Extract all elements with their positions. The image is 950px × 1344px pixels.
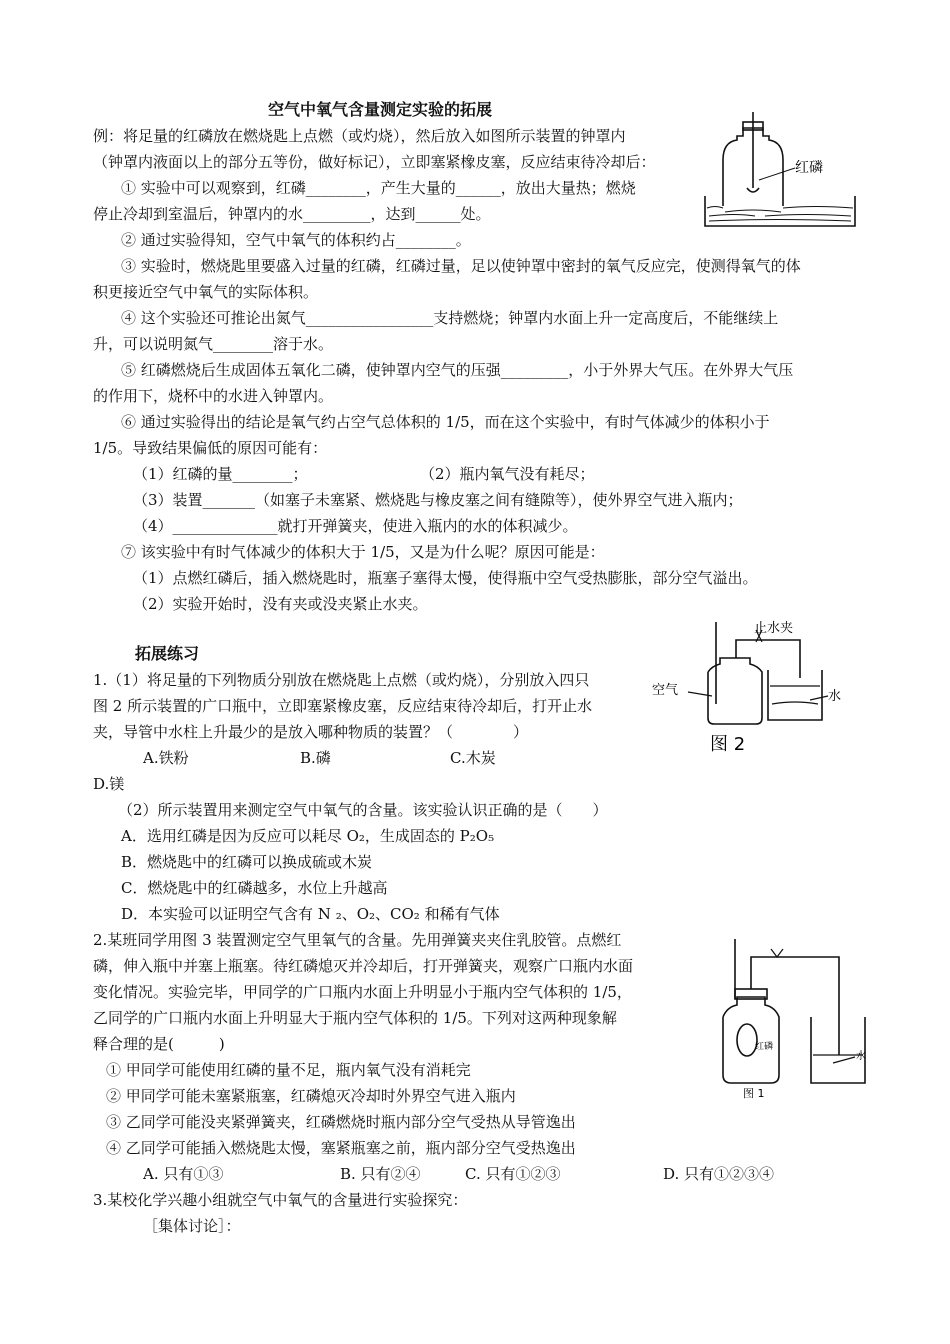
text-line: （2）瓶内氧气没有耗尽； [420, 465, 595, 483]
text-line: 的作用下，烧杯中的水进入钟罩内。 [93, 387, 334, 405]
option-line: D．本实验可以证明空气含有 N ₂、O₂、CO₂ 和稀有气体 [121, 905, 500, 923]
text-line: （4）______________就打开弹簧夹，使进入瓶内的水的体积减少。 [133, 517, 578, 535]
statement-line: ④ 乙同学可能插入燃烧匙太慢，塞紧瓶塞之前，瓶内部分空气受热逸出 [106, 1139, 576, 1157]
figure-caption: 图 1 [743, 1087, 765, 1100]
text-line: ③ 实验时，燃烧匙里要盛入过量的红磷，红磷过量，足以使钟罩中密封的氧气反应完，使测得氧气的体 [121, 257, 801, 275]
text-line: 停止冷却到室温后，钟罩内的水_________，达到______处。 [93, 205, 491, 223]
statement-line: ② 甲同学可能未塞紧瓶塞，红磷熄灭冷却时外界空气进入瓶内 [106, 1087, 516, 1105]
text-line: ④ 这个实验还可推论出氮气_________________支持燃烧；钟罩内水面上升一定高度后，不能继续上 [121, 309, 779, 327]
figure-2 [650, 620, 865, 755]
option-d: D.镁 [93, 775, 125, 793]
option-a: A. 只有①③ [143, 1165, 224, 1183]
option-line: C．燃烧匙中的红磷越多，水位上升越高 [121, 879, 388, 897]
option-c: C.木炭 [450, 749, 496, 767]
figure-caption: 图 2 [710, 734, 746, 755]
statement-line: ③ 乙同学可能没夹紧弹簧夹，红磷燃烧时瓶内部分空气受热从导管逸出 [106, 1113, 576, 1131]
red-phosphorus-label: 红磷 [755, 1042, 774, 1052]
option-line: A．选用红磷是因为反应可以耗尽 O₂，生成固态的 P₂O₅ [121, 827, 495, 845]
text-line: 1/5。导致结果偏低的原因可能有： [93, 439, 328, 457]
text-line: （1）点燃红磷后，插入燃烧匙时，瓶塞子塞得太慢，使得瓶中空气受热膨胀，部分空气溢出。 [133, 569, 758, 587]
section-heading: 拓展练习 [135, 644, 200, 663]
question-line: 变化情况。实验完毕，甲同学的广口瓶内水面上升明显小于瓶内空气体积的 1/5， [93, 983, 632, 1001]
question-line: 3.某校化学兴趣小组就空气中氧气的含量进行实验探究： [93, 1191, 468, 1209]
text-line: ⑤ 红磷燃烧后生成固体五氧化二磷，使钟罩内空气的压强_________，小于外界大气压。在外界大气压 [121, 361, 794, 379]
text-line: 积更接近空气中氧气的实际体积。 [93, 283, 319, 301]
option-b: B. 只有②④ [340, 1165, 421, 1183]
text-line: （3）装置_______（如塞子未塞紧、燃烧匙与橡皮塞之间有缝隙等），使外界空气进入瓶内； [133, 491, 743, 509]
page-title: 空气中氧气含量测定实验的拓展 [268, 100, 493, 119]
text-line: （钟罩内液面以上的部分五等份，做好标记），立即塞紧橡皮塞，反应结束待冷却后： [93, 153, 656, 171]
figure-3 [715, 935, 870, 1100]
question-line: ［集体讨论］： [143, 1217, 241, 1235]
option-a: A.铁粉 [143, 749, 189, 767]
text-line: ⑦ 该实验中有时气体减少的体积大于 1/5，又是为什么呢？原因可能是： [121, 543, 605, 561]
text-line: ① 实验中可以观察到，红磷________，产生大量的______，放出大量热；燃烧 [121, 179, 636, 197]
question-line: 2.某班同学用图 3 装置测定空气里氧气的含量。先用弹簧夹夹住乳胶管。点燃红 [93, 931, 622, 949]
question-line: 1.（1）将足量的下列物质分别放在燃烧匙上点燃（或灼烧），分别放入四只 [93, 671, 590, 689]
text-line: 升，可以说明氮气________溶于水。 [93, 335, 334, 353]
question-line: 图 2 所示装置的广口瓶中，立即塞紧橡皮塞，反应结束待冷却后，打开止水 [93, 697, 593, 715]
option-b: B.磷 [300, 749, 331, 767]
water-label: 水 [856, 1051, 866, 1062]
red-phosphorus-label: 红磷 [795, 160, 823, 176]
clamp-label: 止水夹 [754, 621, 794, 636]
water-label: 水 [828, 689, 842, 704]
bell-jar-figure [695, 108, 870, 233]
text-line: （2）实验开始时，没有夹或没夹紧止水夹。 [133, 595, 428, 613]
statement-line: ① 甲同学可能使用红磷的量不足，瓶内氧气没有消耗完 [106, 1061, 471, 1079]
question-line: 夹，导管中水柱上升最少的是放入哪种物质的装置？（ ） [93, 723, 529, 741]
text-line: ② 通过实验得知，空气中氧气的体积约占________。 [121, 231, 471, 249]
text-line: ⑥ 通过实验得出的结论是氧气约占空气总体积的 1/5，而在这个实验中，有时气体减少的体积小于 [121, 413, 770, 431]
question-line: 磷，伸入瓶中并塞上瓶塞。待红磷熄灭并冷却后，打开弹簧夹，观察广口瓶内水面 [93, 957, 634, 975]
option-line: B．燃烧匙中的红磷可以换成硫或木炭 [121, 853, 373, 871]
text-line: （1）红磷的量________； [133, 465, 308, 483]
air-label: 空气 [652, 683, 679, 698]
option-c: C. 只有①②③ [465, 1165, 561, 1183]
question-line: 释合理的是( ) [93, 1035, 225, 1053]
option-d: D. 只有①②③④ [663, 1165, 775, 1183]
question-line: 乙同学的广口瓶内水面上升明显大于瓶内空气体积的 1/5。下列对这两种现象解 [93, 1009, 617, 1027]
text-line: 例：将足量的红磷放在燃烧匙上点燃（或灼烧），然后放入如图所示装置的钟罩内 [93, 127, 626, 145]
question-line: （2）所示装置用来测定空气中氧气的含量。该实验认识正确的是（ ） [118, 801, 608, 819]
